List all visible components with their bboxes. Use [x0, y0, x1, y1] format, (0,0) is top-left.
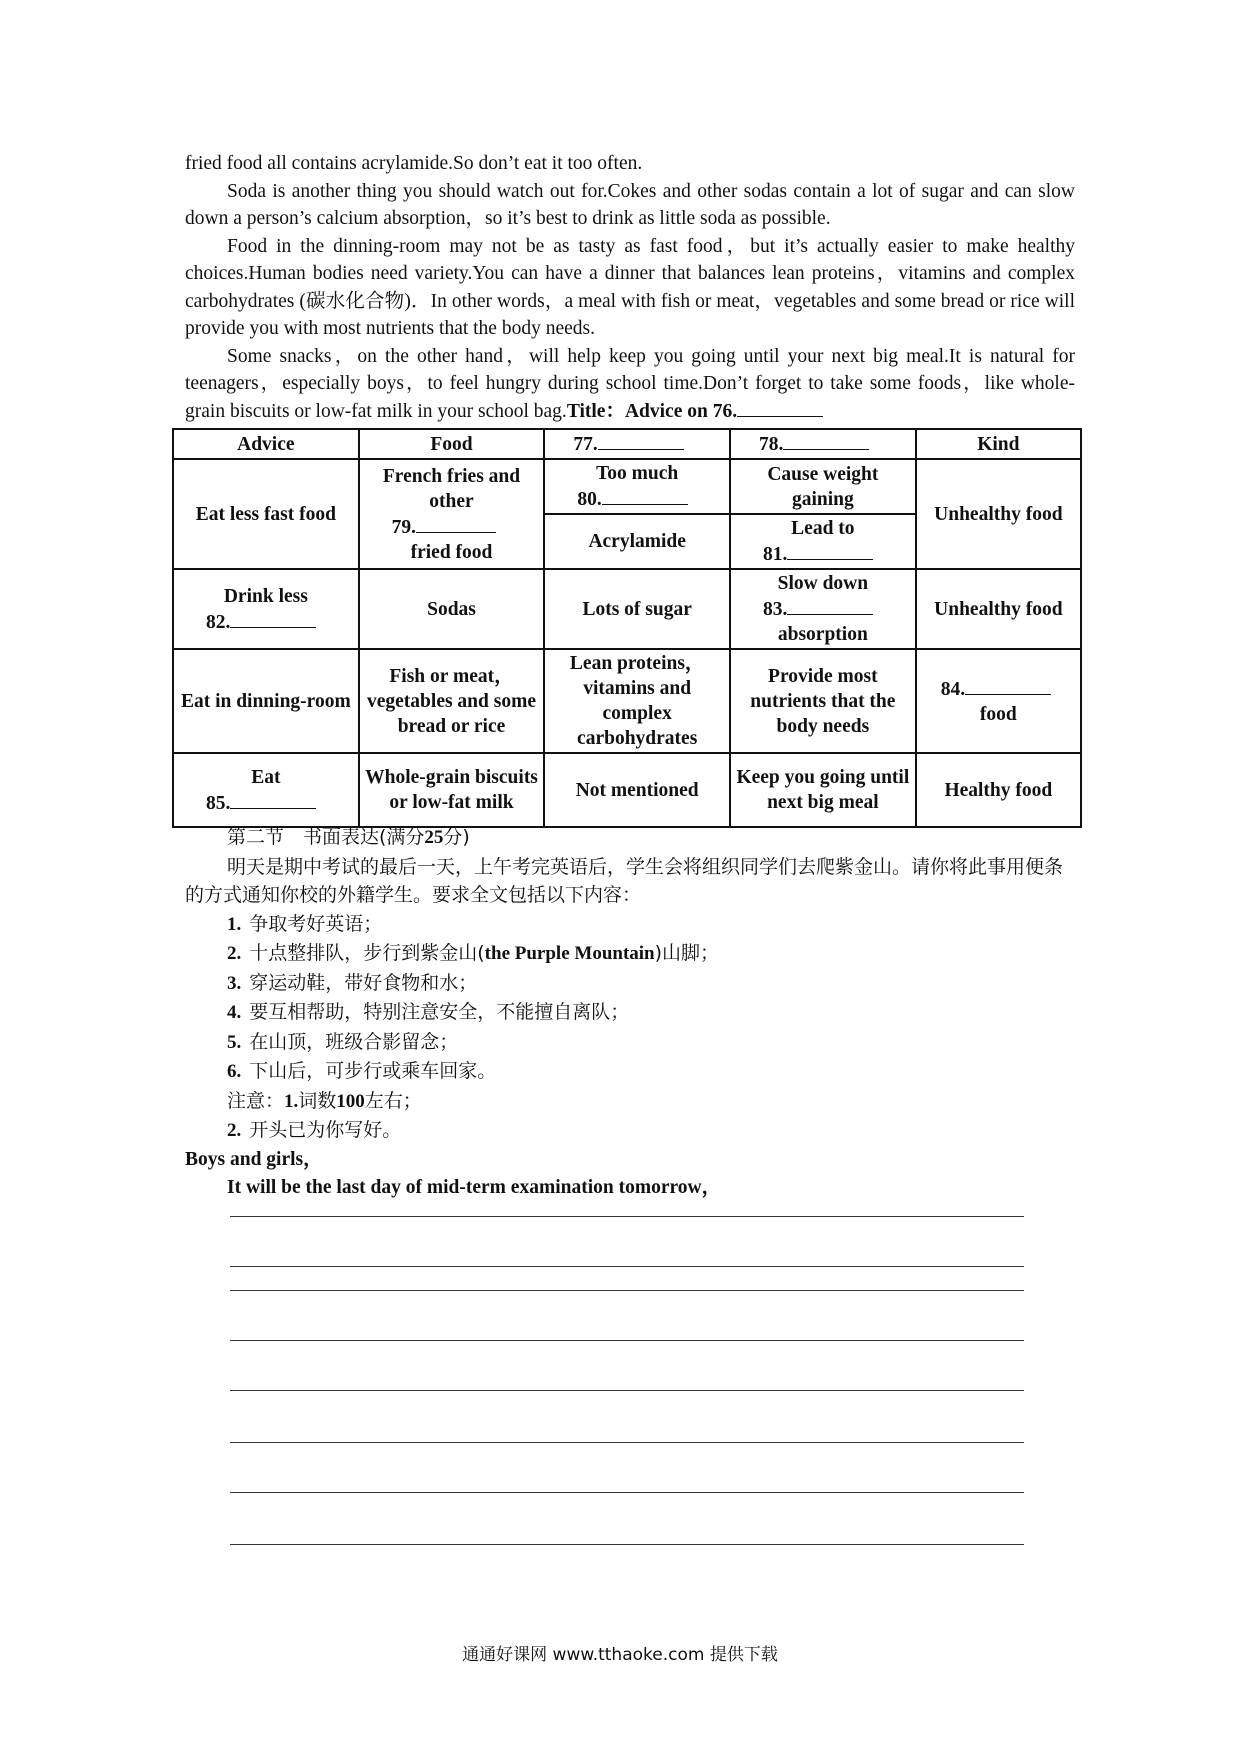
cell-drink-less	[173, 569, 359, 649]
cell-sodas: Sodas	[359, 569, 545, 649]
cell-advice-fast-food: Eat less fast food	[173, 459, 359, 569]
writing-line[interactable]	[230, 1266, 1024, 1267]
cell-kind-healthy: Healthy food	[916, 753, 1081, 827]
writing-line[interactable]	[230, 1544, 1024, 1545]
cell-kind-84	[916, 649, 1081, 753]
item-text: 十点整排队，步行到紫金山(	[249, 942, 485, 964]
label-80: 80.	[577, 489, 602, 510]
blank-84[interactable]	[965, 676, 1051, 695]
item-text: 在山顶，班级合影留念；	[249, 1030, 459, 1053]
list-item	[185, 910, 1075, 940]
label-85: 85.	[206, 792, 231, 814]
header-78	[730, 429, 916, 459]
writing-section	[185, 823, 1075, 1202]
blank-81[interactable]	[787, 541, 873, 560]
label-83: 83.	[763, 599, 788, 620]
item-text: 穿运动鞋，带好食物和水；	[249, 971, 478, 994]
writing-line[interactable]	[230, 1492, 1024, 1493]
note-label: 注意：	[227, 1089, 285, 1112]
line-82	[178, 609, 354, 635]
label-78: 78.	[759, 434, 784, 455]
writing-lines[interactable]	[230, 1216, 1024, 1545]
item-text: 要互相帮助，特别注意安全，不能擅自离队；	[249, 1001, 630, 1023]
note-word-count: 100	[336, 1090, 365, 1112]
list-item	[185, 939, 1075, 969]
cell-eat-in-dinning-room: Eat in dinning-room	[173, 649, 359, 753]
table-header-row	[173, 429, 1081, 459]
table-row	[173, 649, 1081, 753]
header-food: Food	[359, 429, 545, 459]
task-intro: 明天是期中考试的最后一天，上午考完英语后，学生会将组织同学们去爬紫金山。请你将此事用便条的方式通知你校的外籍学生。要求全文包括以下内容：	[185, 855, 1064, 906]
label-84: 84.	[940, 678, 966, 700]
drink-less-text: Drink less	[223, 585, 308, 607]
note-text: 词数	[298, 1089, 337, 1112]
label-82: 82.	[206, 611, 231, 633]
table-row	[173, 569, 1081, 649]
section-heading	[185, 823, 1075, 853]
cell-kind-unhealthy-1: Unhealthy food	[916, 459, 1081, 569]
note-text: 开头已为你写好。	[249, 1119, 402, 1141]
blank-80[interactable]	[602, 486, 688, 505]
item-number: 2.	[227, 943, 242, 964]
passage-paragraph-soda: Soda is another thing you should watch out for.Cokes and other sodas contain a lot of sugar and can slow down a person’s calcium absorption，so it’s best to drink as little soda as possible.	[185, 180, 1075, 229]
cell-keep-you-going: Keep you going until next big meal	[730, 753, 916, 827]
list-item	[185, 1057, 1075, 1087]
passage-paragraph-dinning-room: Food in the dinning-room may not be as tasty as fast food，but it’s actually easier to make healthy choices.Human bodies need variety.You can have a dinner that balances lean proteins，vitamins and complex carbohydrates (碳水化合物)．In other words，a meal with fish or meat，vegetables and some bread or rice will provide you with most nutrients that the body needs.	[185, 235, 1075, 339]
blank-77[interactable]	[598, 431, 684, 450]
food-79-line	[364, 514, 540, 540]
item-text: 争取考好英语；	[249, 912, 383, 935]
writing-line[interactable]	[230, 1340, 1024, 1341]
cell-fish-or-meat: Fish or meat，vegetables and some bread or rice	[359, 649, 545, 753]
eat-text: Eat	[251, 766, 281, 788]
note-number: 1.	[284, 1090, 299, 1112]
note-text: 左右；	[364, 1089, 422, 1112]
too-much-text: Too much	[596, 463, 679, 484]
table-title: Title：Advice on 76.	[566, 400, 738, 422]
cell-acrylamide: Acrylamide	[544, 514, 730, 569]
footer: 通通好课网 www.tthaoke.com 提供下载	[462, 1645, 778, 1665]
food-french-fries-text: French fries and other	[382, 465, 521, 512]
food-fried-food-text: fried food	[410, 541, 493, 563]
cell-whole-grain: Whole-grain biscuits or low-fat milk	[359, 753, 545, 827]
line-80	[549, 486, 725, 512]
table-row	[173, 459, 1081, 514]
cell-kind-unhealthy-2: Unhealthy food	[916, 569, 1081, 649]
label-81: 81.	[763, 544, 788, 565]
passage-paragraph-snacks	[185, 343, 1075, 426]
item-number: 4.	[227, 1002, 242, 1023]
greeting: Boys and girls，	[185, 1148, 323, 1170]
blank-78[interactable]	[783, 431, 869, 450]
header-77	[544, 429, 730, 459]
opening-sentence: It will be the last day of mid-term examination tomorrow，	[227, 1176, 722, 1198]
line-84	[921, 676, 1076, 702]
writing-line[interactable]	[230, 1290, 1024, 1291]
list-item	[185, 969, 1075, 999]
item-text: )山脚；	[654, 942, 720, 964]
cell-cause-weight: Cause weight gaining	[730, 459, 916, 514]
heading-text-a: 第二节 书面表达(满分	[227, 826, 425, 848]
line-81	[735, 541, 911, 567]
list-item	[185, 1028, 1075, 1058]
note-number: 2.	[227, 1120, 242, 1141]
cell-eat-85	[173, 753, 359, 827]
food-text: food	[979, 703, 1017, 725]
blank-85[interactable]	[230, 790, 316, 809]
item-number: 5.	[227, 1031, 242, 1053]
cell-lean-proteins: Lean proteins，vitamins and complex carbohydrates	[544, 649, 730, 753]
advice-table	[172, 428, 1082, 828]
cell-lots-of-sugar: Lots of sugar	[544, 569, 730, 649]
cell-lead-to	[730, 514, 916, 569]
note-line	[185, 1087, 1075, 1117]
item-number: 1.	[227, 913, 242, 935]
heading-text-c: 分)	[443, 826, 470, 848]
absorption-text: absorption	[777, 624, 868, 645]
blank-76[interactable]	[737, 398, 823, 417]
cell-too-much	[544, 459, 730, 514]
list-item	[185, 998, 1075, 1028]
item-number: 6.	[227, 1061, 242, 1082]
header-kind: Kind	[916, 429, 1081, 459]
label-77: 77.	[573, 434, 598, 455]
writing-line[interactable]	[230, 1216, 1024, 1217]
blank-79[interactable]	[416, 514, 496, 533]
cell-provide-nutrients: Provide most nutrients that the body needs	[730, 649, 916, 753]
slow-down-text: Slow down	[777, 573, 869, 594]
blank-83[interactable]	[787, 596, 873, 615]
lead-to-text: Lead to	[791, 518, 855, 539]
table-row	[173, 753, 1081, 827]
label-79: 79.	[391, 516, 417, 538]
writing-line[interactable]	[230, 1390, 1024, 1391]
writing-line[interactable]	[230, 1442, 1024, 1443]
cell-food-french-fries	[359, 459, 545, 569]
blank-82[interactable]	[230, 609, 316, 628]
reading-passage	[185, 150, 1075, 425]
line-83	[735, 596, 911, 622]
cell-slow-down	[730, 569, 916, 649]
heading-score: 25	[424, 827, 444, 848]
passage-line-0: fried food all contains acrylamide.So don’t eat it too often.	[185, 153, 643, 174]
item-number: 3.	[227, 972, 242, 994]
line-85	[178, 790, 354, 816]
passage-paragraph-snacks-text: Some snacks，on the other hand，will help keep you going until your next big meal.It is natural for teenagers，especially boys，to feel hungry during school time.Don’t forget to take some foods，like whole-grain biscuits or low-fat milk in your school bag.	[185, 345, 1075, 422]
note-line-2	[185, 1116, 1075, 1146]
item-text: 下山后，可步行或乘车回家。	[249, 1060, 497, 1082]
header-advice: Advice	[173, 429, 359, 459]
cell-not-mentioned: Not mentioned	[544, 753, 730, 827]
purple-mountain-text: the Purple Mountain	[484, 943, 655, 964]
